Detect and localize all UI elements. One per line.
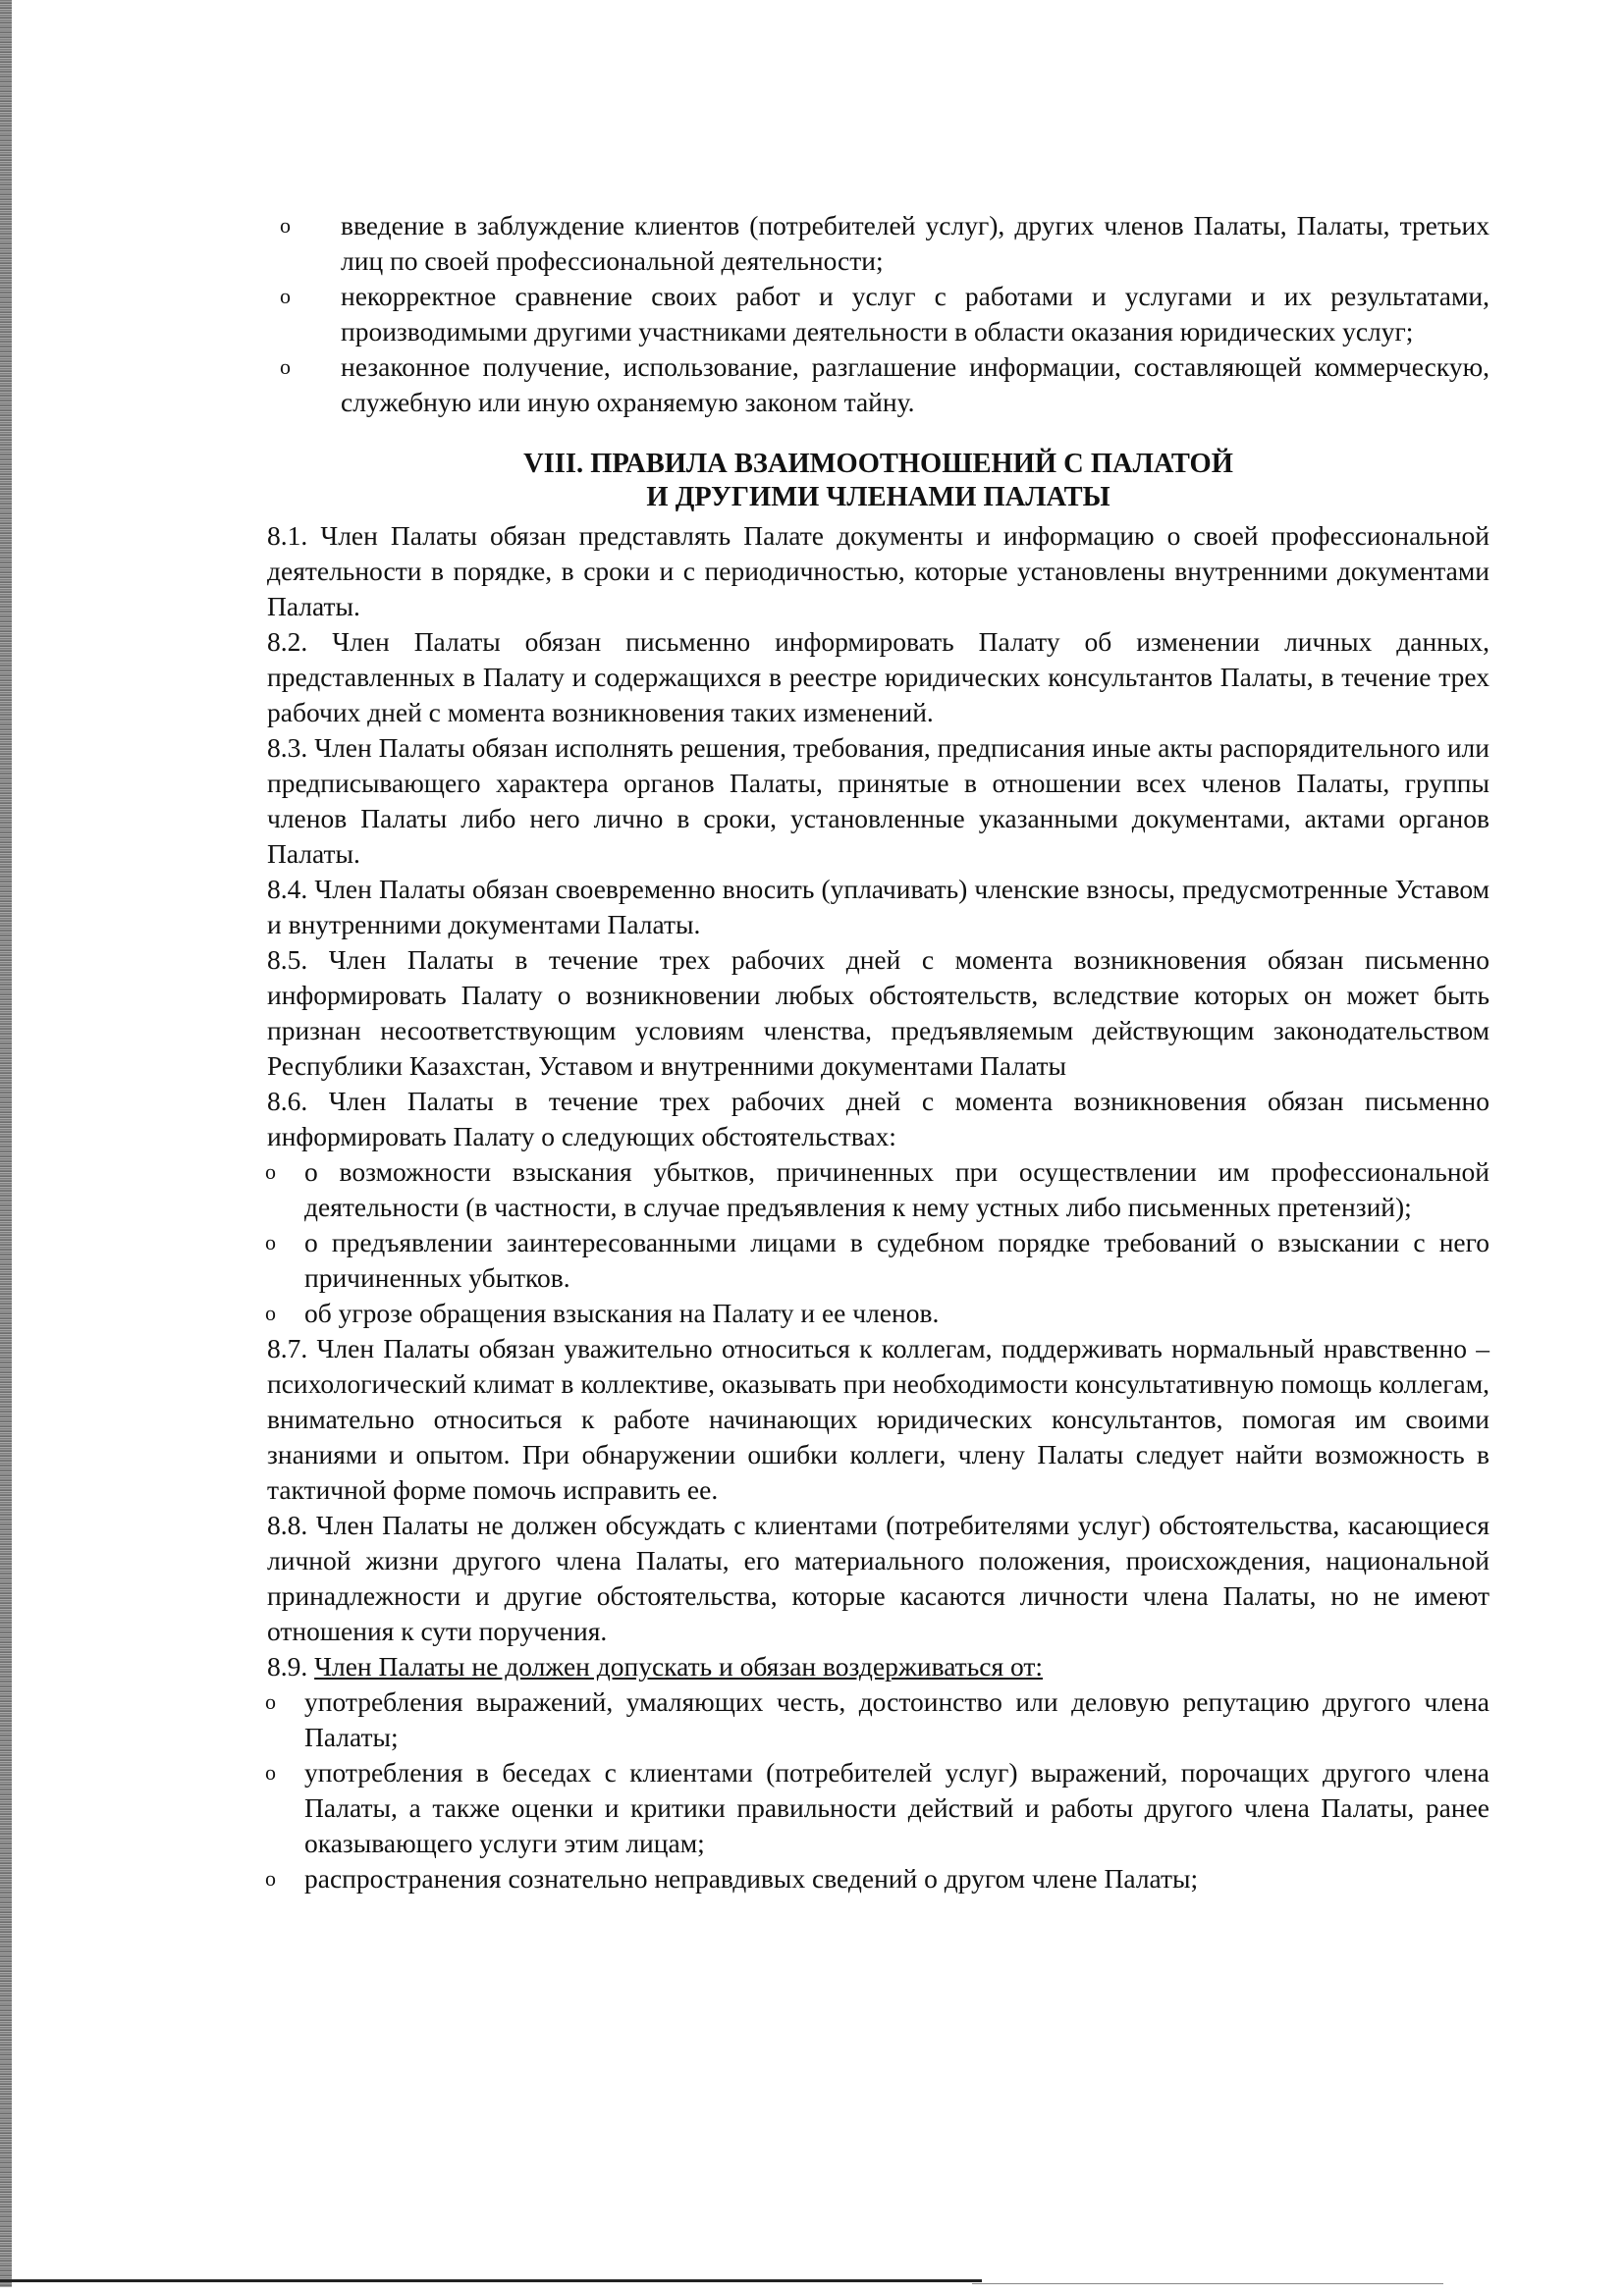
list-item-text: некорректное сравнение своих работ и услуг с работами и услугами и их результатами, производимыми другими участниками деятельности в области оказания юридических услуг;	[341, 281, 1489, 347]
paragraph-8-3: 8.3. Член Палаты обязан исполнять решения, требования, предписания иные акты распорядительного или предписывающего характера органов Палаты, принятые в отношении всех членов Палаты, группы членов Палаты либо него лично в сроки, установленные указанными документами, актами органов Палаты.	[267, 732, 1489, 869]
paragraph-8-9-text: Член Палаты не должен допускать и обязан воздерживаться от:	[314, 1651, 1044, 1682]
bullet-circle-icon: o	[265, 1866, 276, 1891]
list-item-text: об угрозе обращения взыскания на Палату и ее членов.	[304, 1298, 940, 1328]
paragraph-8-1: 8.1. Член Палаты обязан представлять Палате документы и информацию о своей профессиональной деятельности в порядке, в сроки и с периодичностью, которые установлены внутренними документами Палаты.	[267, 520, 1489, 621]
paragraph-8-6: 8.6. Член Палаты в течение трех рабочих дней с момента возникновения обязан письменно информировать Палату о следующих обстоятельствах:	[267, 1086, 1489, 1151]
bullet-circle-icon: o	[265, 1760, 276, 1785]
scan-edge-artifact	[0, 0, 12, 2287]
list-item	[267, 1154, 1489, 1225]
paragraph-8-2: 8.2. Член Палаты обязан письменно информировать Палату об изменении личных данных, представленных в Палату и содержащихся в реестре юридических консультантов Палаты, в течение трех рабочих дней с момента возникновения таких изменений.	[267, 626, 1489, 727]
section-title-line2: И ДРУГИМИ ЧЛЕНАМИ ПАЛАТЫ	[646, 482, 1110, 512]
scan-bottom-line-faint	[972, 2283, 1443, 2284]
paragraph-8-7: 8.7. Член Палаты обязан уважительно относиться к коллегам, поддерживать нормальный нравственно – психологический климат в коллективе, оказывать при необходимости консультативную помощь коллегам, внимательно относиться к работе начинающих юридических консультантов, помогая им своими знаниями и опытом. При обнаружении ошибки коллеги, члену Палаты следует найти возможность в тактичной форме помочь исправить ее.	[267, 1333, 1489, 1505]
list-item	[267, 1755, 1489, 1861]
list-item-text: незаконное получение, использование, разглашение информации, составляющей коммерческую, служебную или иную охраняемую законом тайну.	[341, 351, 1489, 417]
paragraph-8-6-list	[267, 1154, 1489, 1331]
bullet-circle-icon: o	[280, 284, 291, 308]
bullet-circle-icon: o	[265, 1689, 276, 1714]
scan-bottom-line	[0, 2279, 982, 2282]
list-item-text: распространения сознательно неправдивых сведений о другом члене Палаты;	[304, 1863, 1199, 1894]
list-item	[267, 1861, 1489, 1896]
bullet-circle-icon: o	[265, 1159, 276, 1184]
list-item-text: употребления в беседах с клиентами (потребителей услуг) выражений, порочащих другого члена Палаты, а также оценки и критики правильности действий и работы другого члена Палаты, ранее оказывающего услуги этим лицам;	[304, 1757, 1489, 1858]
paragraph-8-9	[267, 1649, 1489, 1684]
bullet-circle-icon: o	[280, 354, 291, 379]
bullet-circle-icon: o	[265, 1301, 276, 1325]
bullet-circle-icon: o	[280, 213, 291, 238]
list-item	[280, 208, 1489, 279]
list-item	[267, 1296, 1489, 1331]
list-item-text: введение в заблуждение клиентов (потребителей услуг), других членов Палаты, Палаты, третьих лиц по своей профессиональной деятельности;	[341, 210, 1489, 276]
list-item-text: употребления выражений, умаляющих честь, достоинство или деловую репутацию другого члена Палаты;	[304, 1686, 1489, 1752]
list-item	[280, 279, 1489, 349]
list-item	[267, 1225, 1489, 1296]
paragraph-8-5: 8.5. Член Палаты в течение трех рабочих дней с момента возникновения обязан письменно информировать Палату о возникновении любых обстоятельств, вследствие которых он может быть признан несоответствующим условиям членства, предъявляемым действующим законодательством Республики Казахстан, Уставом и внутренними документами Палаты	[267, 944, 1489, 1081]
document-page	[267, 208, 1489, 1896]
top-bullet-list	[280, 208, 1489, 420]
list-item	[280, 349, 1489, 420]
section-title-line1: VIII. ПРАВИЛА ВЗАИМООТНОШЕНИЙ С ПАЛАТОЙ	[523, 449, 1233, 479]
bullet-circle-icon: o	[265, 1230, 276, 1255]
paragraph-8-9-list	[267, 1684, 1489, 1896]
list-item-text: о возможности взыскания убытков, причиненных при осуществлении им профессиональной деятельности (в частности, в случае предъявления к нему устных либо письменных претензий);	[304, 1156, 1489, 1222]
paragraph-8-4: 8.4. Член Палаты обязан своевременно вносить (уплачивать) членские взносы, предусмотренные Уставом и внутренними документами Палаты.	[267, 874, 1489, 939]
paragraph-8-8: 8.8. Член Палаты не должен обсуждать с клиентами (потребителями услуг) обстоятельства, касающиеся личной жизни другого члена Палаты, его материального положения, происхождения, национальной принадлежности и другие обстоятельства, которые касаются личности члена Палаты, но не имеют отношения к сути поручения.	[267, 1510, 1489, 1646]
list-item	[267, 1684, 1489, 1755]
list-item-text: о предъявлении заинтересованными лицами в судебном порядке требований о взыскании с него причиненных убытков.	[304, 1227, 1489, 1293]
section-heading	[267, 448, 1489, 514]
paragraph-8-9-number: 8.9.	[267, 1651, 315, 1682]
